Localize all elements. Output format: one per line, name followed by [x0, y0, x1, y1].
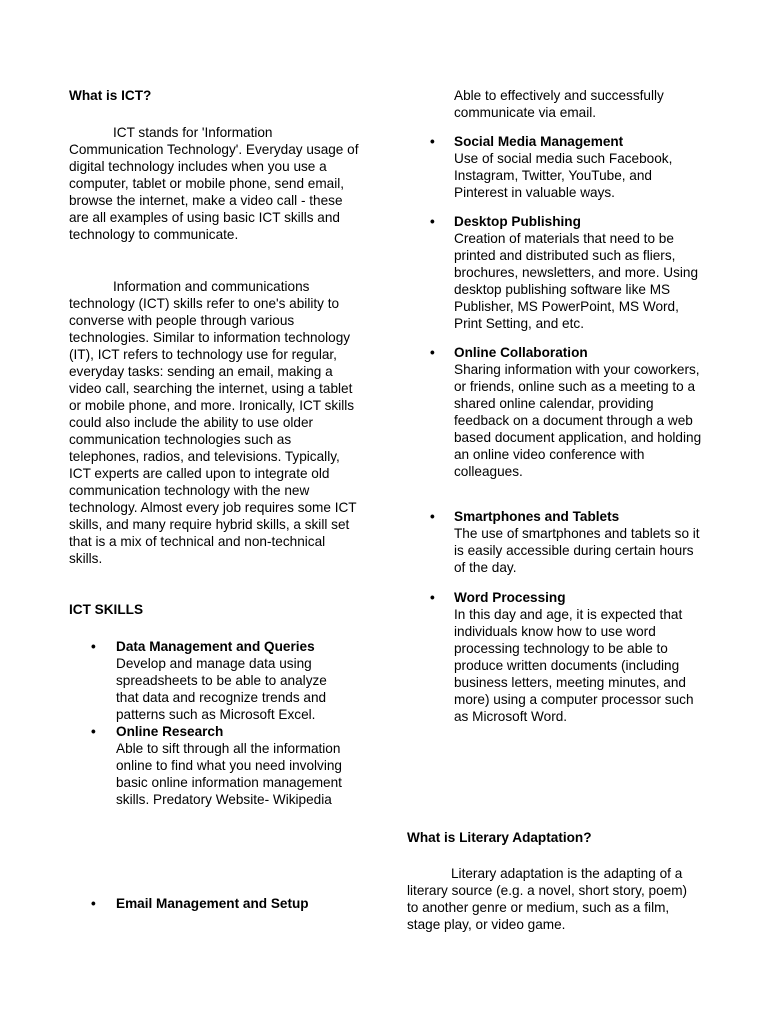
bullet-icon: •: [91, 724, 96, 739]
literary-adaptation-paragraph: Literary adaptation is the adapting of a literary source (e.g. a novel, short story, poem) to another genre or medium, such as a film, stage play, or video game.: [407, 866, 688, 932]
skill-title: Social Media Management: [454, 134, 624, 149]
skill-item-desktop-publishing: [430, 213, 702, 332]
skill-title: Desktop Publishing: [454, 214, 581, 229]
skill-title: Word Processing: [454, 590, 566, 605]
skill-title: Smartphones and Tablets: [454, 509, 620, 524]
skill-title: Online Collaboration: [454, 345, 588, 360]
skill-title: Online Research: [116, 724, 224, 739]
ict-skills-heading: ICT SKILLS: [69, 602, 144, 617]
bullet-icon: •: [91, 896, 96, 911]
bullet-icon: •: [430, 345, 435, 360]
skill-item-word-processing: [430, 589, 702, 725]
skill-description: Develop and manage data using spreadsheets to be able to analyze that data and recognize trends and patterns such as Microsoft Excel.: [116, 656, 327, 722]
bullet-icon: •: [430, 134, 435, 149]
skill-item-smartphones: [430, 508, 702, 576]
skill-item-online-collaboration: [430, 344, 702, 480]
skill-description: Sharing information with your coworkers, or friends, online such as a meeting to a shared online calendar, providing feedback on a document through a web based document application, and holding an online video conference with colleagues.: [454, 362, 702, 479]
literary-adaptation-heading: What is Literary Adaptation?: [407, 830, 592, 845]
skill-item-data-management: [93, 638, 353, 723]
ict-skills-paragraph: Information and communications technology (ICT) skills refer to one's ability to converse with people through various technologies. Similar to information technology (IT), ICT refers to technology use for regular, everyday tasks: sending an email, making a video call, searching the internet, using a tablet or mobile phone, and more. Ironically, ICT skills could also include the ability to use older communication technologies such as telephones, radios, and televisions. Typically, ICT experts are called upon to integrate old communication technology with the new technology. Almost every job requires some ICT skills, and many require hybrid skills, a skill set that is a mix of technical and non-technical skills.: [69, 279, 357, 566]
skill-item-online-research: [93, 723, 353, 808]
skill-title: Email Management and Setup: [116, 896, 309, 911]
bullet-icon: •: [430, 590, 435, 605]
skill-description: The use of smartphones and tablets so it is easily accessible during certain hours of the day.: [454, 526, 700, 575]
skill-title: Data Management and Queries: [116, 639, 315, 654]
skill-item-email-management: [93, 895, 353, 912]
bullet-icon: •: [91, 639, 96, 654]
skill-description: Creation of materials that need to be printed and distributed such as fliers, brochures, newsletters, and more. Using desktop publishing software like MS Publisher, MS PowerPoint, MS Word, Print Setting, and etc.: [454, 231, 699, 331]
skill-description: Use of social media such Facebook, Instagram, Twitter, YouTube, and Pinterest in valuable ways.: [454, 151, 673, 200]
what-is-ict-heading: What is ICT?: [69, 88, 152, 103]
ict-definition-paragraph: ICT stands for 'Information Communication Technology'. Everyday usage of digital technology includes when you use a computer, tablet or mobile phone, send email, browse the internet, make a video call - these are all examples of using basic ICT skills and technology to communicate.: [69, 125, 359, 242]
bullet-icon: •: [430, 214, 435, 229]
bullet-icon: •: [430, 509, 435, 524]
skill-description: In this day and age, it is expected that individuals know how to use word processing technology to be able to produce written documents (including business letters, meeting minutes, and more) using a computer processor such as Microsoft Word.: [454, 607, 694, 724]
skill-item-social-media: [430, 133, 702, 201]
skill-description: Able to sift through all the information online to find what you need involving basic online information management skills. Predatory Website- Wikipedia: [116, 741, 342, 807]
email-skill-continuation: Able to effectively and successfully communicate via email.: [454, 88, 664, 120]
